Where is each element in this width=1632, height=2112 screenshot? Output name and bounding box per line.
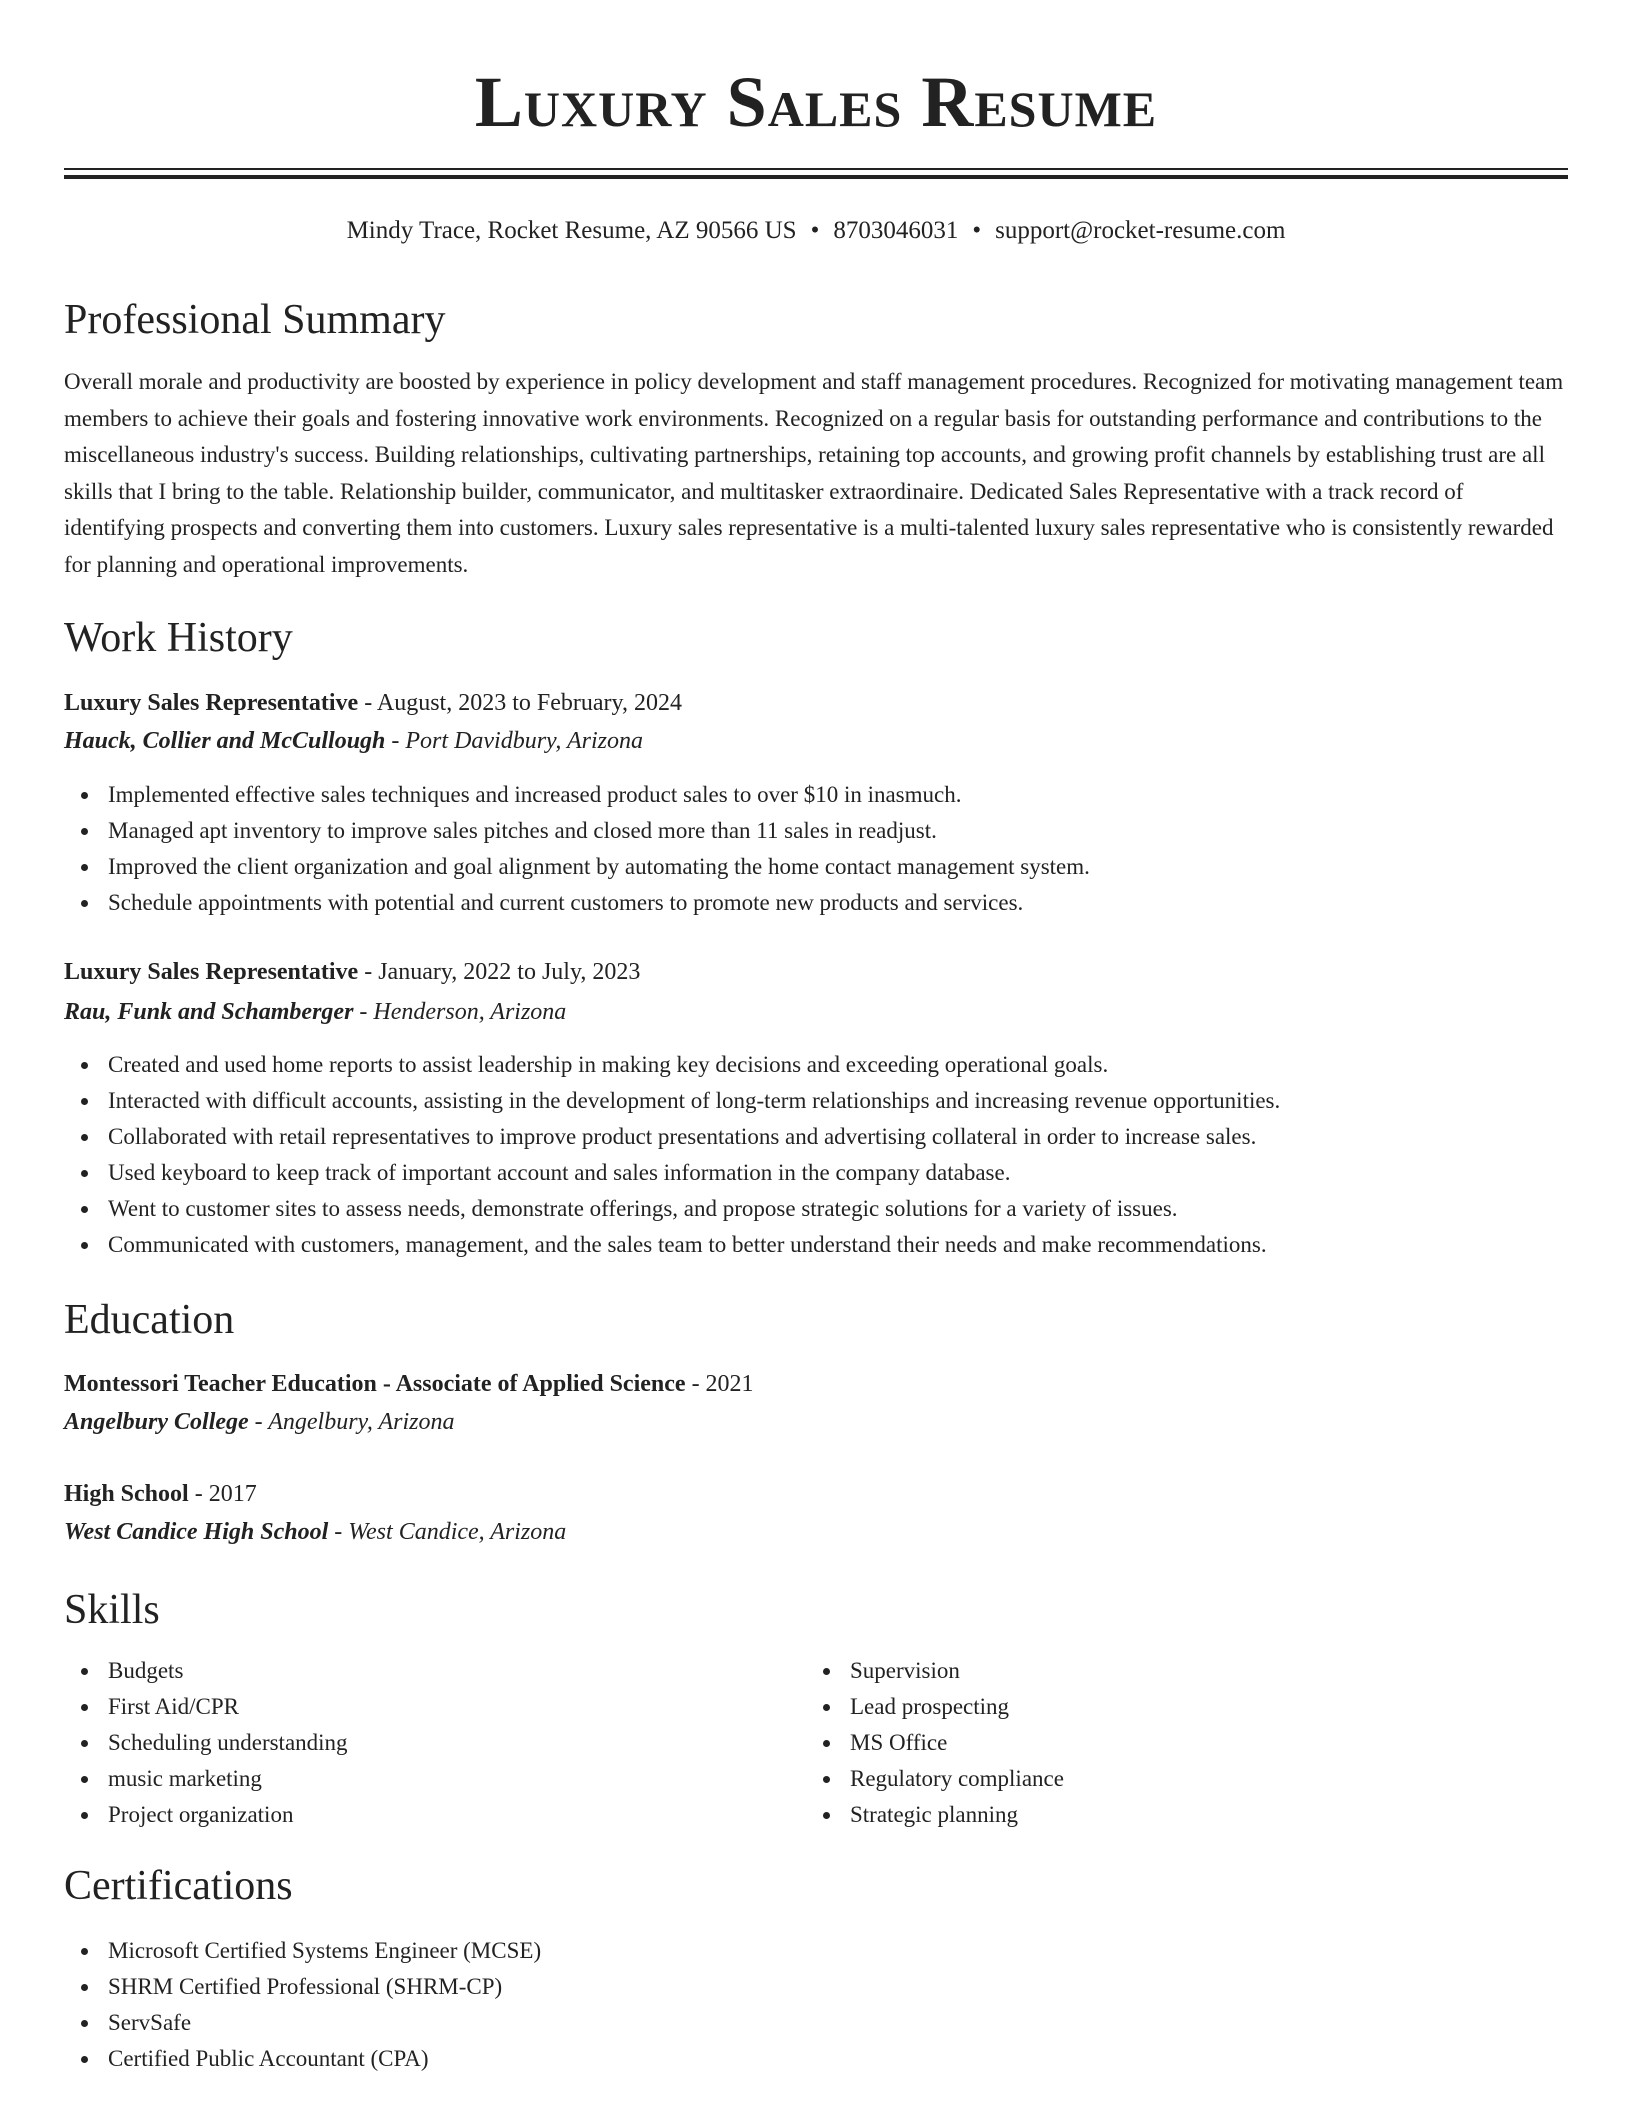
section-heading-education: Education	[64, 1297, 235, 1343]
job-location: - Henderson, Arizona	[353, 999, 567, 1025]
section-heading-work-history: Work History	[64, 615, 293, 661]
skill-item: Strategic planning	[806, 1797, 1064, 1833]
education-school: Angelbury College	[64, 1409, 249, 1435]
education-school-line	[64, 1405, 454, 1439]
certification-item: ServSafe	[64, 2005, 541, 2041]
list-item: Communicated with customers, management, and the sales team to better understand their needs and make recommendations.	[64, 1227, 1280, 1263]
skill-item: Supervision	[806, 1653, 1064, 1689]
skills-list-left	[64, 1653, 348, 1833]
job-title-line	[64, 686, 682, 720]
section-heading-skills: Skills	[64, 1587, 160, 1633]
job-title: Luxury Sales Representative	[64, 959, 359, 985]
skill-item: music marketing	[64, 1761, 348, 1797]
job-company: Hauck, Collier and McCullough	[64, 728, 386, 754]
title-divider-thin	[64, 168, 1568, 170]
education-location: - West Candice, Arizona	[328, 1519, 567, 1545]
contact-separator: •	[810, 217, 820, 244]
job-dates: - January, 2022 to July, 2023	[358, 959, 641, 985]
contact-info	[64, 214, 1568, 248]
job-bullets	[64, 777, 1090, 921]
education-location: - Angelbury, Arizona	[248, 1409, 455, 1435]
job-location: - Port Davidbury, Arizona	[385, 728, 643, 754]
job-dates: - August, 2023 to February, 2024	[358, 690, 682, 716]
list-item: Created and used home reports to assist leadership in making key decisions and exceeding operational goals.	[64, 1047, 1280, 1083]
education-school: West Candice High School	[64, 1519, 329, 1545]
skill-item: Budgets	[64, 1653, 348, 1689]
contact-separator: •	[972, 217, 982, 244]
section-heading-summary: Professional Summary	[64, 297, 446, 343]
job-title-line	[64, 955, 640, 989]
list-item: Collaborated with retail representatives to improve product presentations and advertising collateral in order to increase sales.	[64, 1119, 1280, 1155]
contact-address: Mindy Trace, Rocket Resume, AZ 90566 US	[346, 217, 797, 244]
skills-list-right	[806, 1653, 1064, 1833]
list-item: Went to customer sites to assess needs, demonstrate offerings, and propose strategic solutions for a variety of issues.	[64, 1191, 1280, 1227]
job-company: Rau, Funk and Schamberger	[64, 999, 354, 1025]
list-item: Improved the client organization and goal alignment by automating the home contact management system.	[64, 849, 1090, 885]
list-item: Managed apt inventory to improve sales pitches and closed more than 11 sales in readjust.	[64, 813, 1090, 849]
contact-email: support@rocket-resume.com	[995, 217, 1286, 244]
certification-item: SHRM Certified Professional (SHRM-CP)	[64, 1969, 541, 2005]
summary-text: Overall morale and productivity are boosted by experience in policy development and staff management procedures. Recognized for motivating management team members to achieve their goals and fostering innovative work environments. Recognized on a regular basis for outstanding performance and contributions to the miscellaneous industry's success. Building relationships, cultivating partnerships, retaining top accounts, and growing profit channels by establishing trust are all skills that I bring to the table. Relationship builder, communicator, and multitasker extraordinaire. Dedicated Sales Representative with a track record of identifying prospects and converting them into customers. Luxury sales representative is a multi-talented luxury sales representative who is consistently rewarded for planning and operational improvements.	[64, 369, 1564, 577]
education-school-line	[64, 1515, 566, 1549]
job-company-line	[64, 995, 566, 1029]
skill-item: Regulatory compliance	[806, 1761, 1064, 1797]
job-title: Luxury Sales Representative	[64, 690, 359, 716]
education-year: - 2017	[188, 1481, 257, 1507]
skill-item: Lead prospecting	[806, 1689, 1064, 1725]
education-degree: Montessori Teacher Education - Associate of Applied Science	[64, 1371, 686, 1397]
education-degree-line	[64, 1367, 754, 1401]
list-item: Interacted with difficult accounts, assisting in the development of long-term relationships and increasing revenue opportunities.	[64, 1083, 1280, 1119]
list-item: Implemented effective sales techniques and increased product sales to over $10 in inasmuch.	[64, 777, 1090, 813]
skill-item: First Aid/CPR	[64, 1689, 348, 1725]
certifications-list	[64, 1933, 541, 2077]
job-bullets	[64, 1047, 1280, 1263]
list-item: Schedule appointments with potential and current customers to promote new products and services.	[64, 885, 1090, 921]
education-degree-line	[64, 1477, 257, 1511]
education-year: - 2021	[685, 1371, 754, 1397]
contact-phone: 8703046031	[833, 217, 959, 244]
title-divider-thick	[64, 175, 1568, 179]
skill-item: Scheduling understanding	[64, 1725, 348, 1761]
section-heading-certifications: Certifications	[64, 1863, 293, 1909]
education-degree: High School	[64, 1481, 189, 1507]
resume-title: Luxury Sales Resume	[474, 62, 1158, 142]
certification-item: Certified Public Accountant (CPA)	[64, 2041, 541, 2077]
certification-item: Microsoft Certified Systems Engineer (MCSE)	[64, 1933, 541, 1969]
skill-item: MS Office	[806, 1725, 1064, 1761]
skill-item: Project organization	[64, 1797, 348, 1833]
job-company-line	[64, 724, 643, 758]
list-item: Used keyboard to keep track of important account and sales information in the company database.	[64, 1155, 1280, 1191]
